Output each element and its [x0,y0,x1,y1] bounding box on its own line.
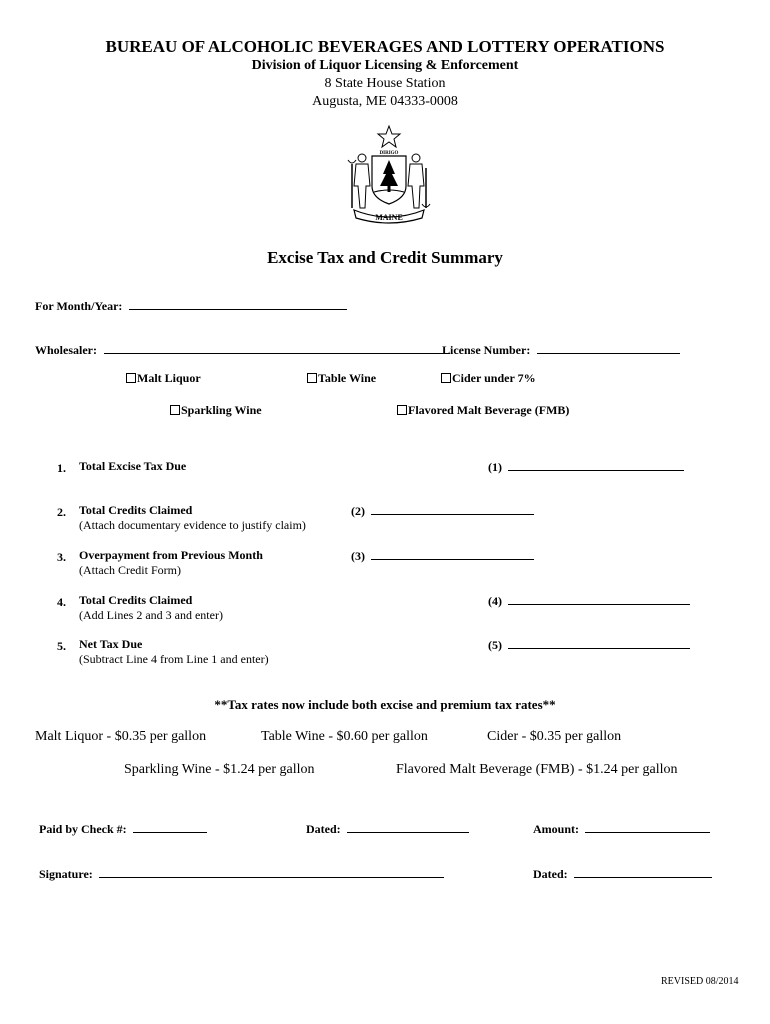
malt-liquor-label: Malt Liquor [137,371,201,385]
sparkling-wine-label: Sparkling Wine [181,403,262,417]
amount-field[interactable] [585,821,710,833]
check-number-field[interactable] [133,821,207,833]
seal-motto: DIRIGO [379,151,399,156]
total-credits-claimed-field[interactable] [371,503,534,515]
line-ref: (3) [351,549,365,563]
line-item-1 [57,459,187,477]
form-title: Excise Tax and Credit Summary [267,248,503,267]
line-number: 2. [57,505,66,519]
line-note: (Add Lines 2 and 3 and enter) [79,608,223,622]
seal-banner-text: MAINE [375,213,403,222]
checkbox-icon[interactable] [397,405,407,415]
signature-field[interactable] [99,866,444,878]
line-item-3 [57,548,263,577]
checkbox-icon[interactable] [441,373,451,383]
line-number: 3. [57,550,66,564]
line-item-2 [57,503,306,532]
fmb-label: Flavored Malt Beverage (FMB) [408,403,570,417]
checkbox-icon[interactable] [170,405,180,415]
line-4-entry [488,593,690,609]
line-number: 5. [57,639,66,653]
checkbox-cider[interactable] [441,371,536,386]
rate-sparkling-wine: Sparkling Wine - $1.24 per gallon [124,762,315,777]
amount-label: Amount: [533,822,580,836]
checkbox-sparkling-wine[interactable] [170,403,262,418]
signature-date-field[interactable] [574,866,712,878]
line-label: Overpayment from Previous Month [79,548,263,562]
check-date-field[interactable] [347,821,469,833]
line-2-entry [351,503,534,519]
line-5-entry [488,637,690,653]
rate-fmb: Flavored Malt Beverage (FMB) - $1.24 per gallon [396,762,678,777]
checkbox-icon[interactable] [307,373,317,383]
cider-label: Cider under 7% [452,371,536,385]
checkbox-fmb[interactable] [397,403,569,418]
wholesaler-row [35,342,450,358]
line-number: 1. [57,461,66,475]
signature-label: Signature: [39,867,93,881]
total-excise-tax-field[interactable] [508,459,684,471]
net-tax-due-field[interactable] [508,637,690,649]
line-label: Total Credits Claimed [79,503,193,517]
division-name: Division of Liquor Licensing & Enforcement [251,58,519,73]
line-item-5 [57,637,269,666]
license-number-label: License Number: [442,343,531,357]
wholesaler-label: Wholesaler: [35,343,97,357]
address-line-1: 8 State House Station [324,76,446,91]
checkbox-malt-liquor[interactable] [126,371,201,386]
dated-label: Dated: [306,822,341,836]
wholesaler-field[interactable] [104,342,450,354]
checkbox-icon[interactable] [126,373,136,383]
line-item-4 [57,593,223,622]
signature-row [39,866,444,882]
total-credits-field[interactable] [508,593,690,605]
amount-row [533,821,710,837]
line-ref: (5) [488,638,502,652]
rates-heading: **Tax rates now include both excise and premium tax rates** [214,697,556,712]
address-line-2: Augusta, ME 04333-0008 [312,94,458,109]
rate-malt-liquor: Malt Liquor - $0.35 per gallon [35,729,207,744]
month-year-row [35,298,347,314]
line-number: 4. [57,595,66,609]
line-label: Total Credits Claimed [79,593,193,607]
dated-label: Dated: [533,867,568,881]
line-ref: (4) [488,594,502,608]
maine-state-seal [344,124,434,224]
line-note: (Attach Credit Form) [79,563,181,577]
line-1-entry [488,459,684,475]
line-ref: (1) [488,460,502,474]
line-note: (Attach documentary evidence to justify claim) [79,518,306,532]
signature-dated-row [533,866,712,882]
license-row [442,342,680,358]
revision-date: REVISED 08/2014 [661,976,739,987]
overpayment-field[interactable] [371,548,534,560]
line-label: Total Excise Tax Due [79,459,187,473]
line-note: (Subtract Line 4 from Line 1 and enter) [79,652,269,666]
month-year-field[interactable] [129,298,347,310]
check-number-label: Paid by Check #: [39,822,127,836]
bureau-title: BUREAU OF ALCOHOLIC BEVERAGES AND LOTTERY OPERATIONS [105,37,665,56]
line-3-entry [351,548,534,564]
line-ref: (2) [351,504,365,518]
license-number-field[interactable] [537,342,680,354]
checkbox-table-wine[interactable] [307,371,376,386]
check-dated-row [306,821,469,837]
rate-cider: Cider - $0.35 per gallon [487,729,622,744]
line-label: Net Tax Due [79,637,143,651]
check-number-row [39,821,207,837]
rate-table-wine: Table Wine - $0.60 per gallon [261,729,428,744]
table-wine-label: Table Wine [318,371,377,385]
month-year-label: For Month/Year: [35,299,123,313]
